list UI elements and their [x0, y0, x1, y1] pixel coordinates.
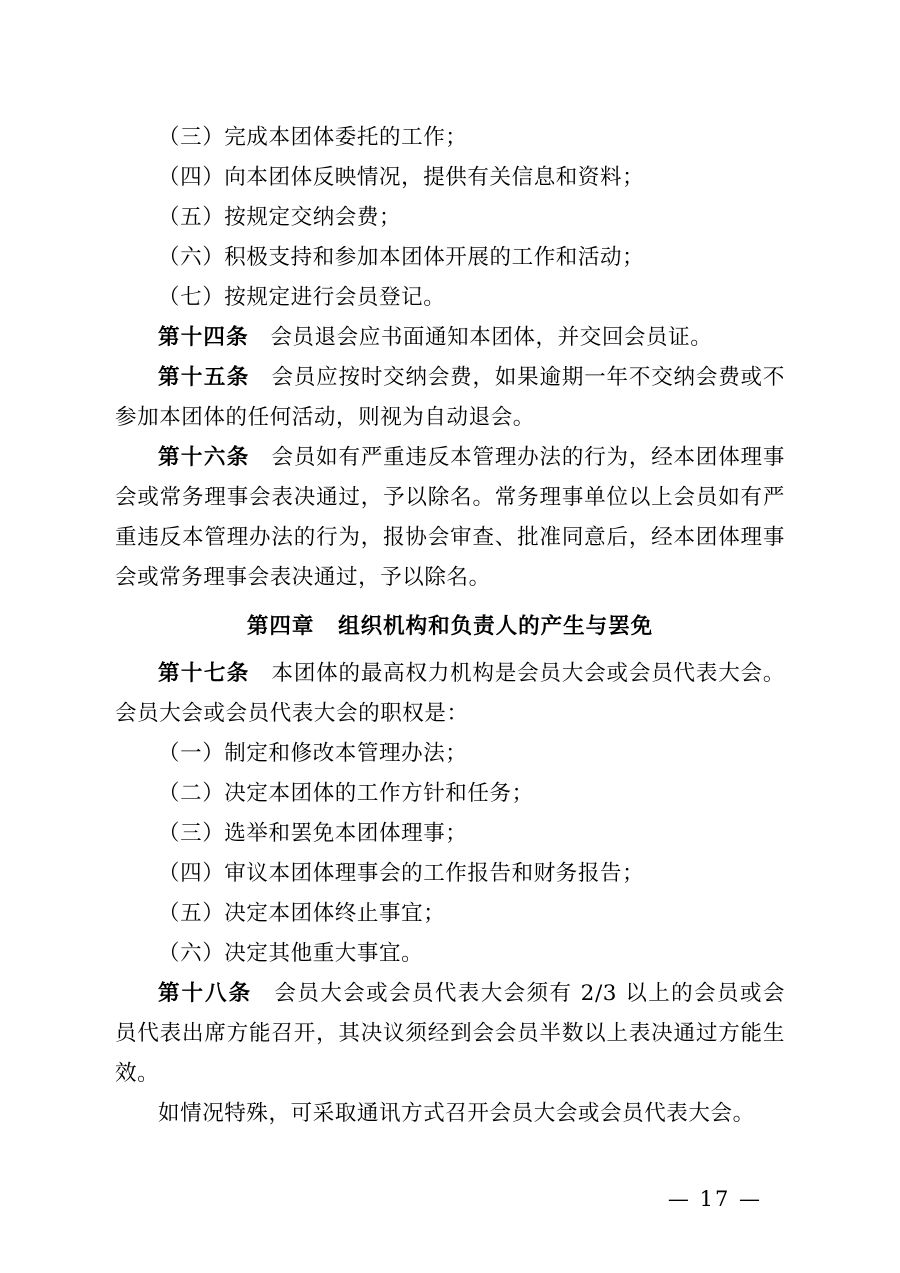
article-label: 第十五条	[158, 365, 250, 390]
chapter-number: 第四章	[246, 614, 315, 639]
article-label: 第十六条	[158, 445, 250, 470]
article-paragraph	[115, 358, 785, 438]
list-item: （四）审议本团体理事会的工作报告和财务报告；	[158, 861, 645, 886]
chapter-heading	[115, 606, 785, 648]
list-item: （六）决定其他重大事宜。	[158, 941, 424, 966]
list-item: （四）向本团体反映情况，提供有关信息和资料；	[158, 165, 645, 190]
article-paragraph	[115, 318, 785, 358]
document-body	[115, 118, 785, 1134]
list-item: （一）制定和修改本管理办法；	[158, 741, 468, 766]
article-paragraph	[115, 654, 785, 734]
article-paragraph	[115, 438, 785, 598]
article-paragraph	[115, 974, 785, 1094]
list-item: （三）选举和罢免本团体理事；	[158, 821, 468, 846]
article-label: 第十七条	[158, 661, 250, 686]
body-paragraph: 如情况特殊，可采取通讯方式召开会员大会或会员代表大会。	[158, 1101, 755, 1126]
article-text: 本团体的最高权力机构是会员大会或会员代表大会。会员大会或会员代表大会的职权是：	[115, 661, 785, 726]
list-item: （五）决定本团体终止事宜；	[158, 901, 446, 926]
list-item: （五）按规定交纳会费；	[158, 205, 402, 230]
article-text: 会员如有严重违反本管理办法的行为，经本团体理事会或常务理事会表决通过，予以除名。常务理事单位以上会员如有严重违反本管理办法的行为，报协会审查、批准同意后，经本团体理事会或常务理事会表决通过，予以除名。	[115, 445, 785, 590]
list-item: （六）积极支持和参加本团体开展的工作和活动；	[158, 245, 645, 270]
article-label: 第十八条	[158, 981, 253, 1006]
page-number: — 17 —	[667, 1187, 762, 1211]
article-text: 会员应按时交纳会费，如果逾期一年不交纳会费或不参加本团体的任何活动，则视为自动退会。	[115, 365, 785, 430]
article-label: 第十四条	[158, 325, 249, 350]
list-item: （二）决定本团体的工作方针和任务；	[158, 781, 534, 806]
chapter-title: 组织机构和负责人的产生与罢免	[338, 614, 654, 639]
list-item: （七）按规定进行会员登记。	[158, 285, 446, 310]
list-item: （三）完成本团体委托的工作；	[158, 125, 468, 150]
article-text: 会员大会或会员代表大会须有 2/3 以上的会员或会员代表出席方能召开，其决议须经到会会员半数以上表决通过方能生效。	[115, 981, 785, 1086]
article-text: 会员退会应书面通知本团体，并交回会员证。	[270, 325, 713, 350]
